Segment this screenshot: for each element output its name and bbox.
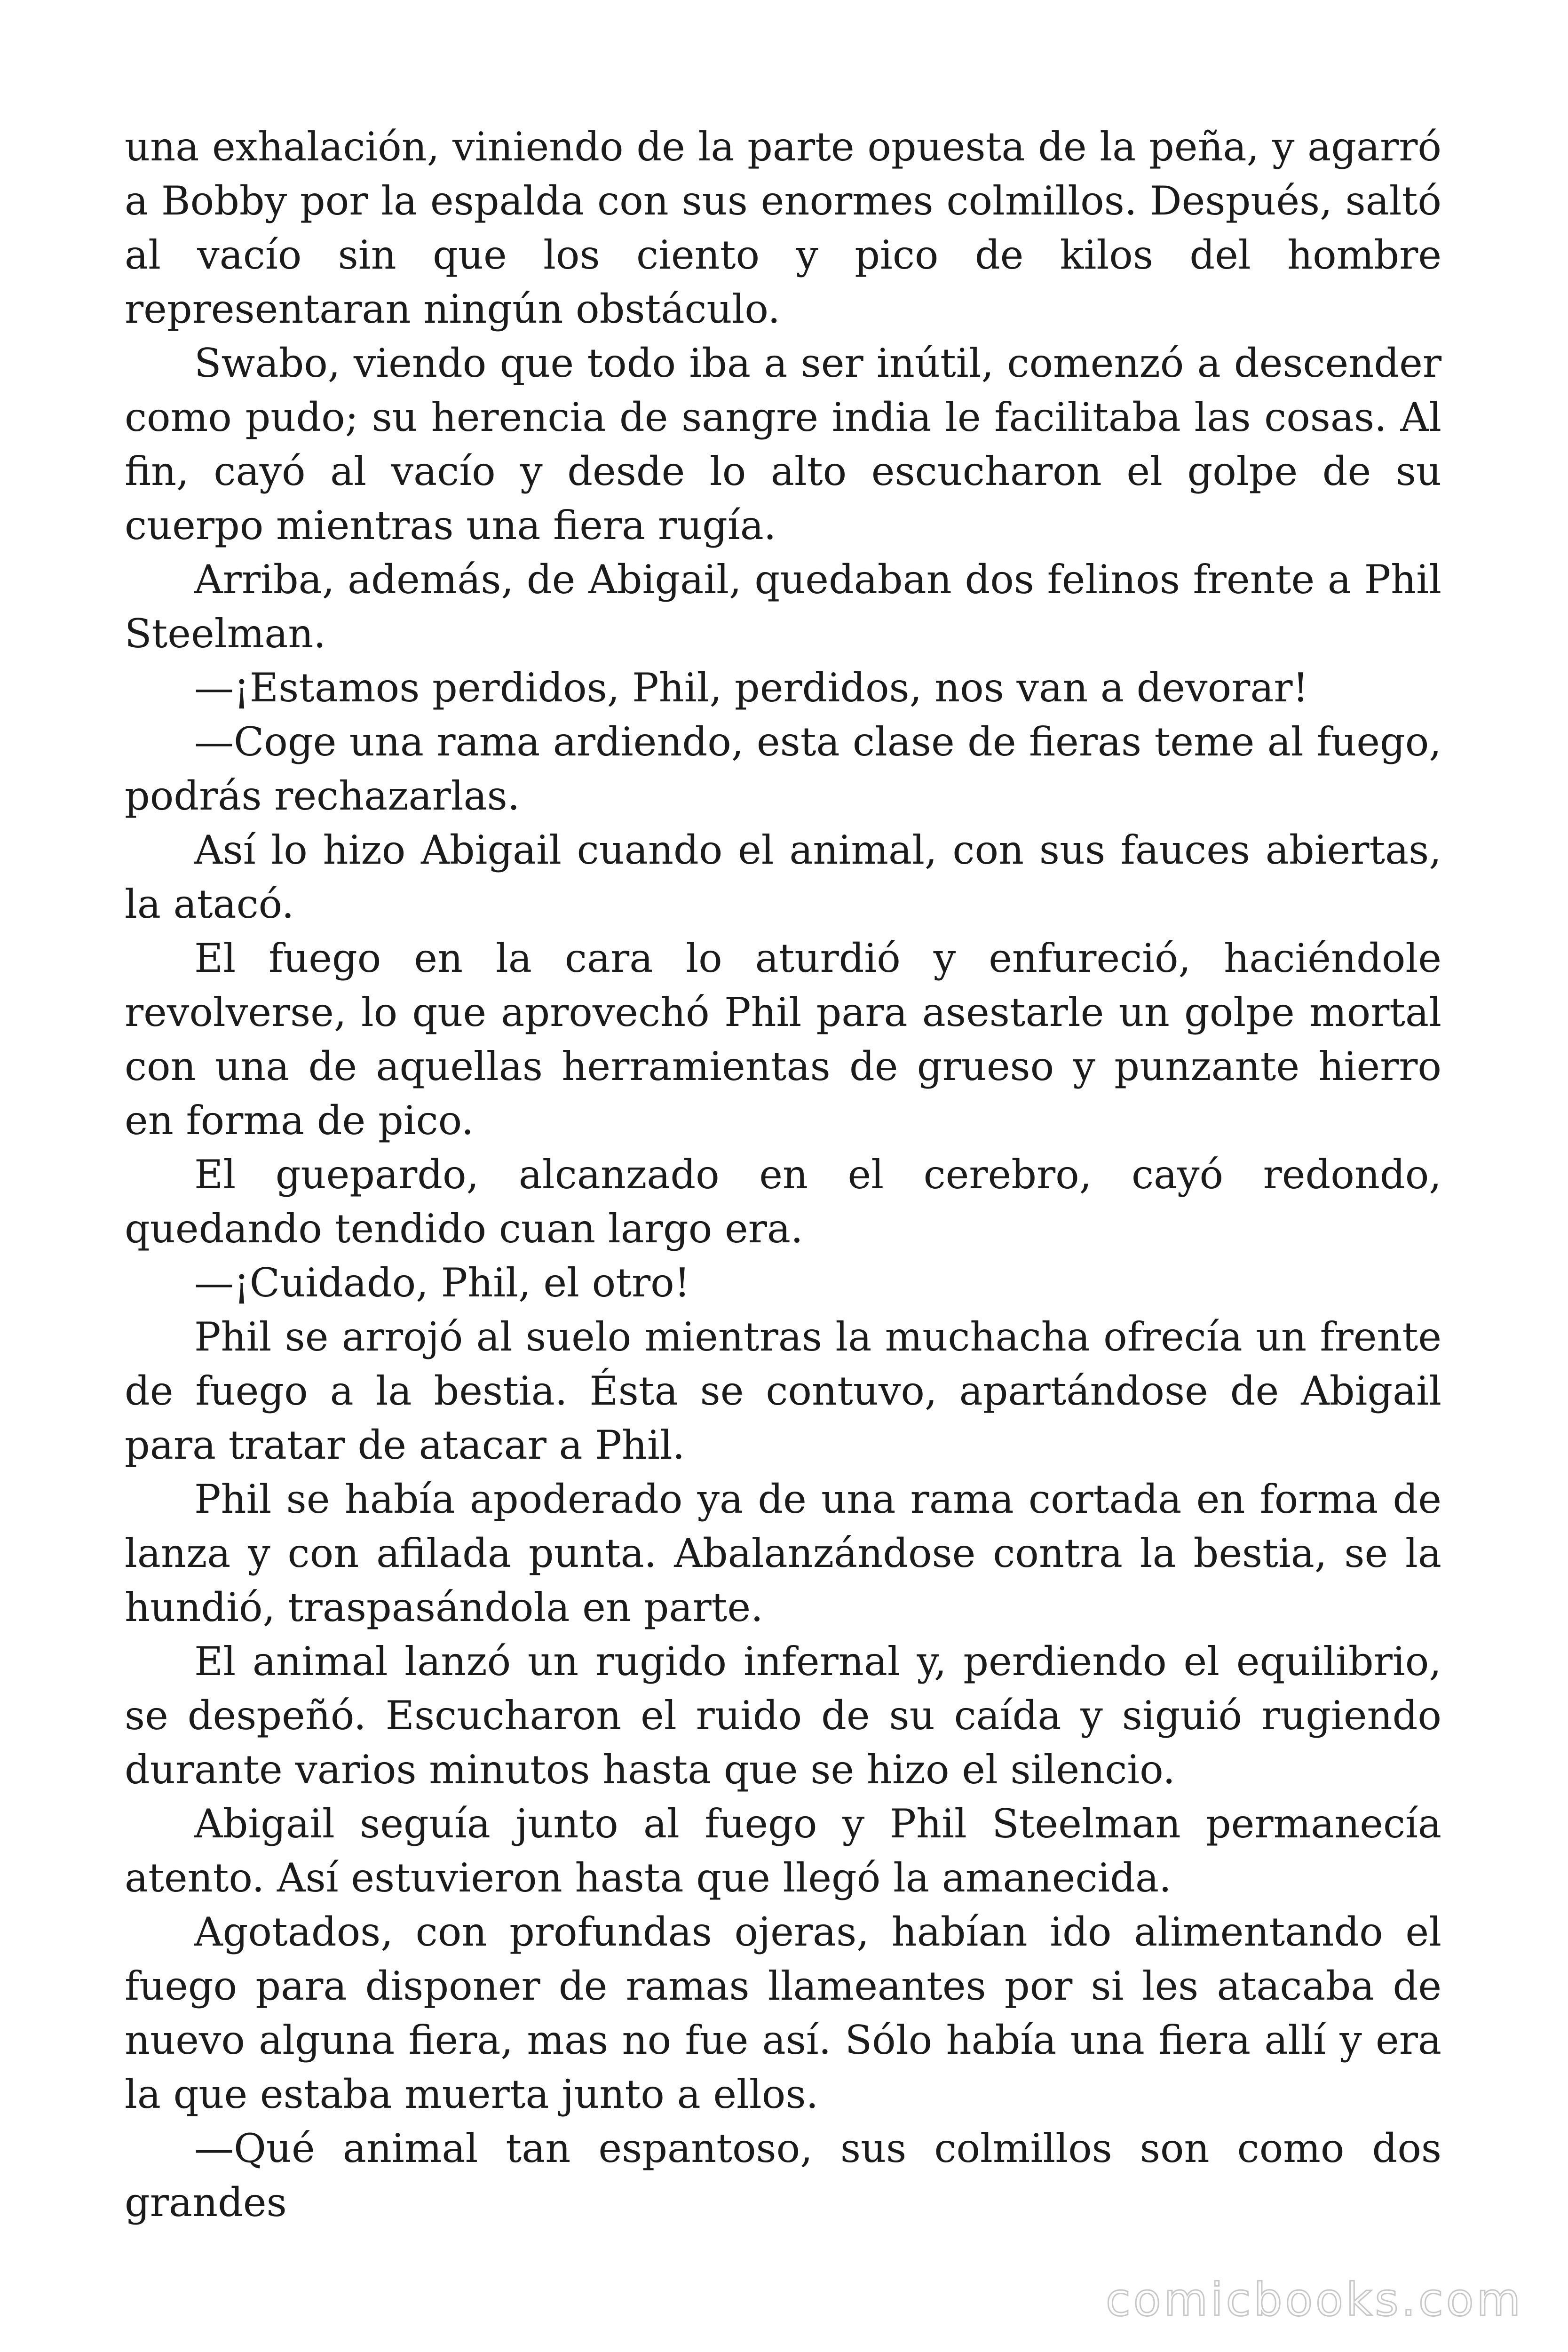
paragraph: Swabo, viendo que todo iba a ser inútil, comenzó a descender como pudo; su herencia de sangre india le facilitaba las cosas. Al fin, cayó al vacío y desde lo alto escucharon el golpe de su cuerpo mientras una fiera rugía. bbox=[125, 340, 1441, 548]
watermark: comicbooks.com bbox=[1105, 2273, 1523, 2326]
paragraph: Agotados, con profundas ojeras, habían ido alimentando el fuego para disponer de ramas llameantes por si les atacaba de nuevo alguna fiera, mas no fue así. Sólo había una fiera allí y era la que estaba muerta junto a ellos. bbox=[125, 1909, 1441, 2117]
paragraph: El animal lanzó un rugido infernal y, perdiendo el equilibrio, se despeñó. Escucharon el ruido de su caída y siguió rugiendo durante varios minutos hasta que se hizo el silencio. bbox=[125, 1638, 1441, 1793]
paragraph: Phil se arrojó al suelo mientras la muchacha ofrecía un frente de fuego a la bestia. Ésta se contuvo, apartándose de Abigail para tratar de atacar a Phil. bbox=[125, 1314, 1441, 1468]
dialogue-line: —Qué animal tan espantoso, sus colmillos son como dos grandes bbox=[125, 2125, 1441, 2225]
paragraph: El fuego en la cara lo aturdió y enfureció, haciéndole revolverse, lo que aprovechó Phil para asestarle un golpe mortal con una de aquellas herramientas de grueso y punzante hierro en forma de pico. bbox=[125, 935, 1441, 1144]
paragraph: Phil se había apoderado ya de una rama cortada en forma de lanza y con afilada punta. Abalanzándose contra la bestia, se la hundió, traspasándola en parte. bbox=[125, 1476, 1441, 1630]
paragraph: Arriba, además, de Abigail, quedaban dos felinos frente a Phil Steelman. bbox=[125, 556, 1441, 657]
dialogue-line: —¡Cuidado, Phil, el otro! bbox=[194, 1260, 690, 1306]
paragraph: El guepardo, alcanzado en el cerebro, cayó redondo, quedando tendido cuan largo era. bbox=[125, 1152, 1441, 1252]
paragraph: una exhalación, viniendo de la parte opuesta de la peña, y agarró a Bobby por la espalda con sus enormes colmillos. Después, saltó al vacío sin que los ciento y pico de kilos del hombre representaran ningún obstáculo. bbox=[125, 124, 1441, 332]
book-page-text bbox=[125, 120, 1441, 2230]
paragraph: Así lo hizo Abigail cuando el animal, con sus fauces abiertas, la atacó. bbox=[125, 827, 1441, 927]
dialogue-line: —¡Estamos perdidos, Phil, perdidos, nos van a devorar! bbox=[194, 665, 1309, 711]
dialogue-line: —Coge una rama ardiendo, esta clase de fieras teme al fuego, podrás rechazarlas. bbox=[125, 719, 1441, 819]
paragraph: Abigail seguía junto al fuego y Phil Steelman permanecía atento. Así estuvieron hasta que llegó la amanecida. bbox=[125, 1801, 1441, 1901]
